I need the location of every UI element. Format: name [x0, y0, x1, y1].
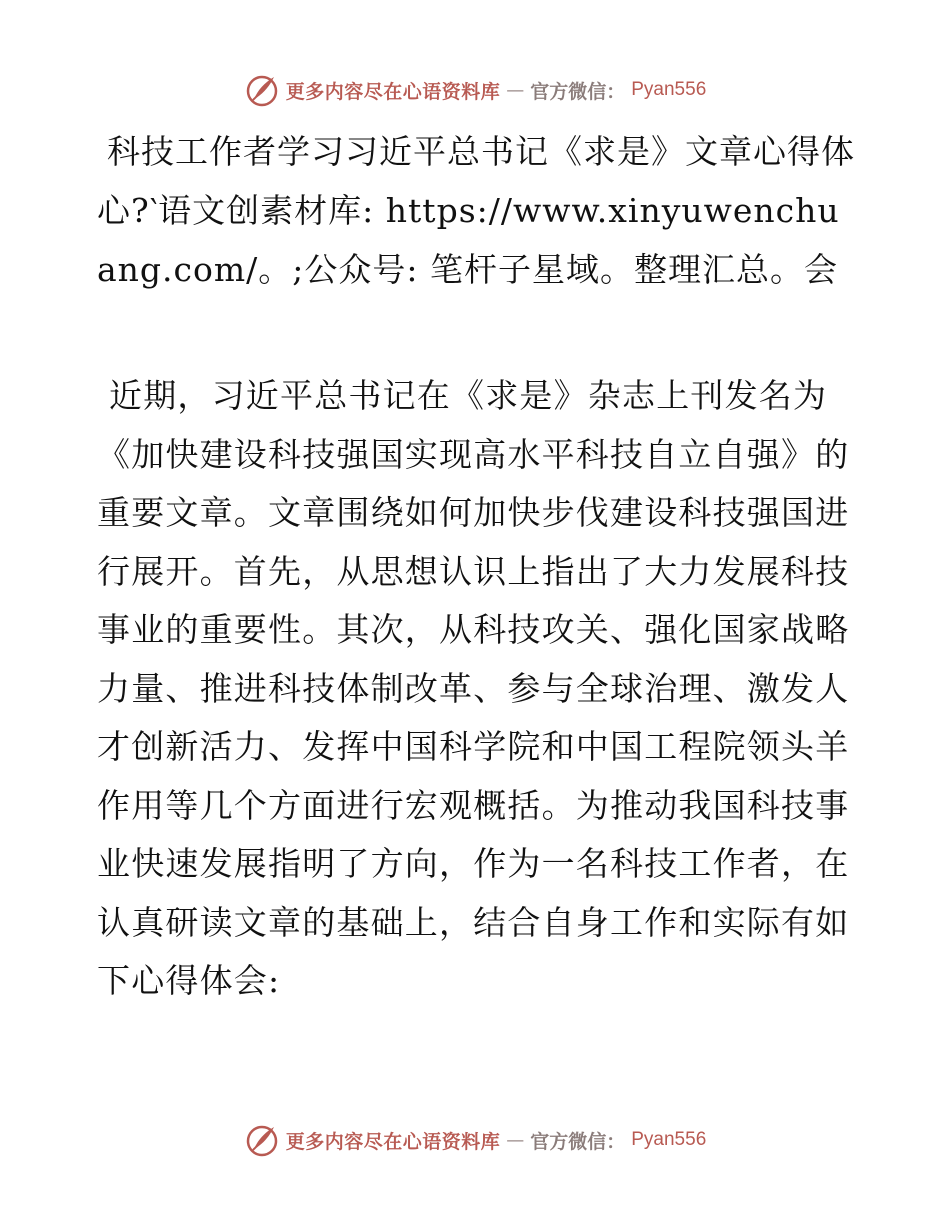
- header-banner: [0, 70, 950, 110]
- footer-wechat-label: 官方微信：: [530, 1130, 626, 1153]
- feather-quill-logo-icon: [244, 1122, 280, 1158]
- footer-banner: [0, 1120, 950, 1160]
- header-banner-text: 更多内容尽在心语资料库: [285, 80, 501, 103]
- feather-quill-logo-icon: [244, 72, 280, 108]
- header-banner-separator: —: [506, 79, 525, 101]
- document-title: 科技工作者学习习近平总书记《求是》文章心得体心?‵语文创素材库: https://www.xinyuwenchuang.com/。;公众号: 笔杆子星域。整理汇总。会: [97, 132, 855, 289]
- header-wechat-label: 官方微信：: [530, 80, 626, 103]
- footer-wechat-id: Pyan556: [631, 1129, 707, 1150]
- header-wechat-id: Pyan556: [631, 79, 707, 100]
- footer-banner-separator: —: [506, 1129, 525, 1151]
- footer-banner-text: 更多内容尽在心语资料库: [285, 1130, 501, 1153]
- document-paragraph: 近期，习近平总书记在《求是》杂志上刊发名为《加快建设科技强国实现高水平科技自立自强》的重要文章。文章围绕如何加快步伐建设科技强国进行展开。首先，从思想认识上指出了大力发展科技事业的重要性。其次，从科技攻关、强化国家战略力量、推进科技体制改革、参与全球治理、激发人才创新活力、发挥中国科学院和中国工程院领头羊作用等几个方面进行宏观概括。为推动我国科技事业快速发展指明了方向，作为一名科技工作者，在认真研读文章的基础上，结合自身工作和实际有如下心得体会:: [97, 376, 850, 1000]
